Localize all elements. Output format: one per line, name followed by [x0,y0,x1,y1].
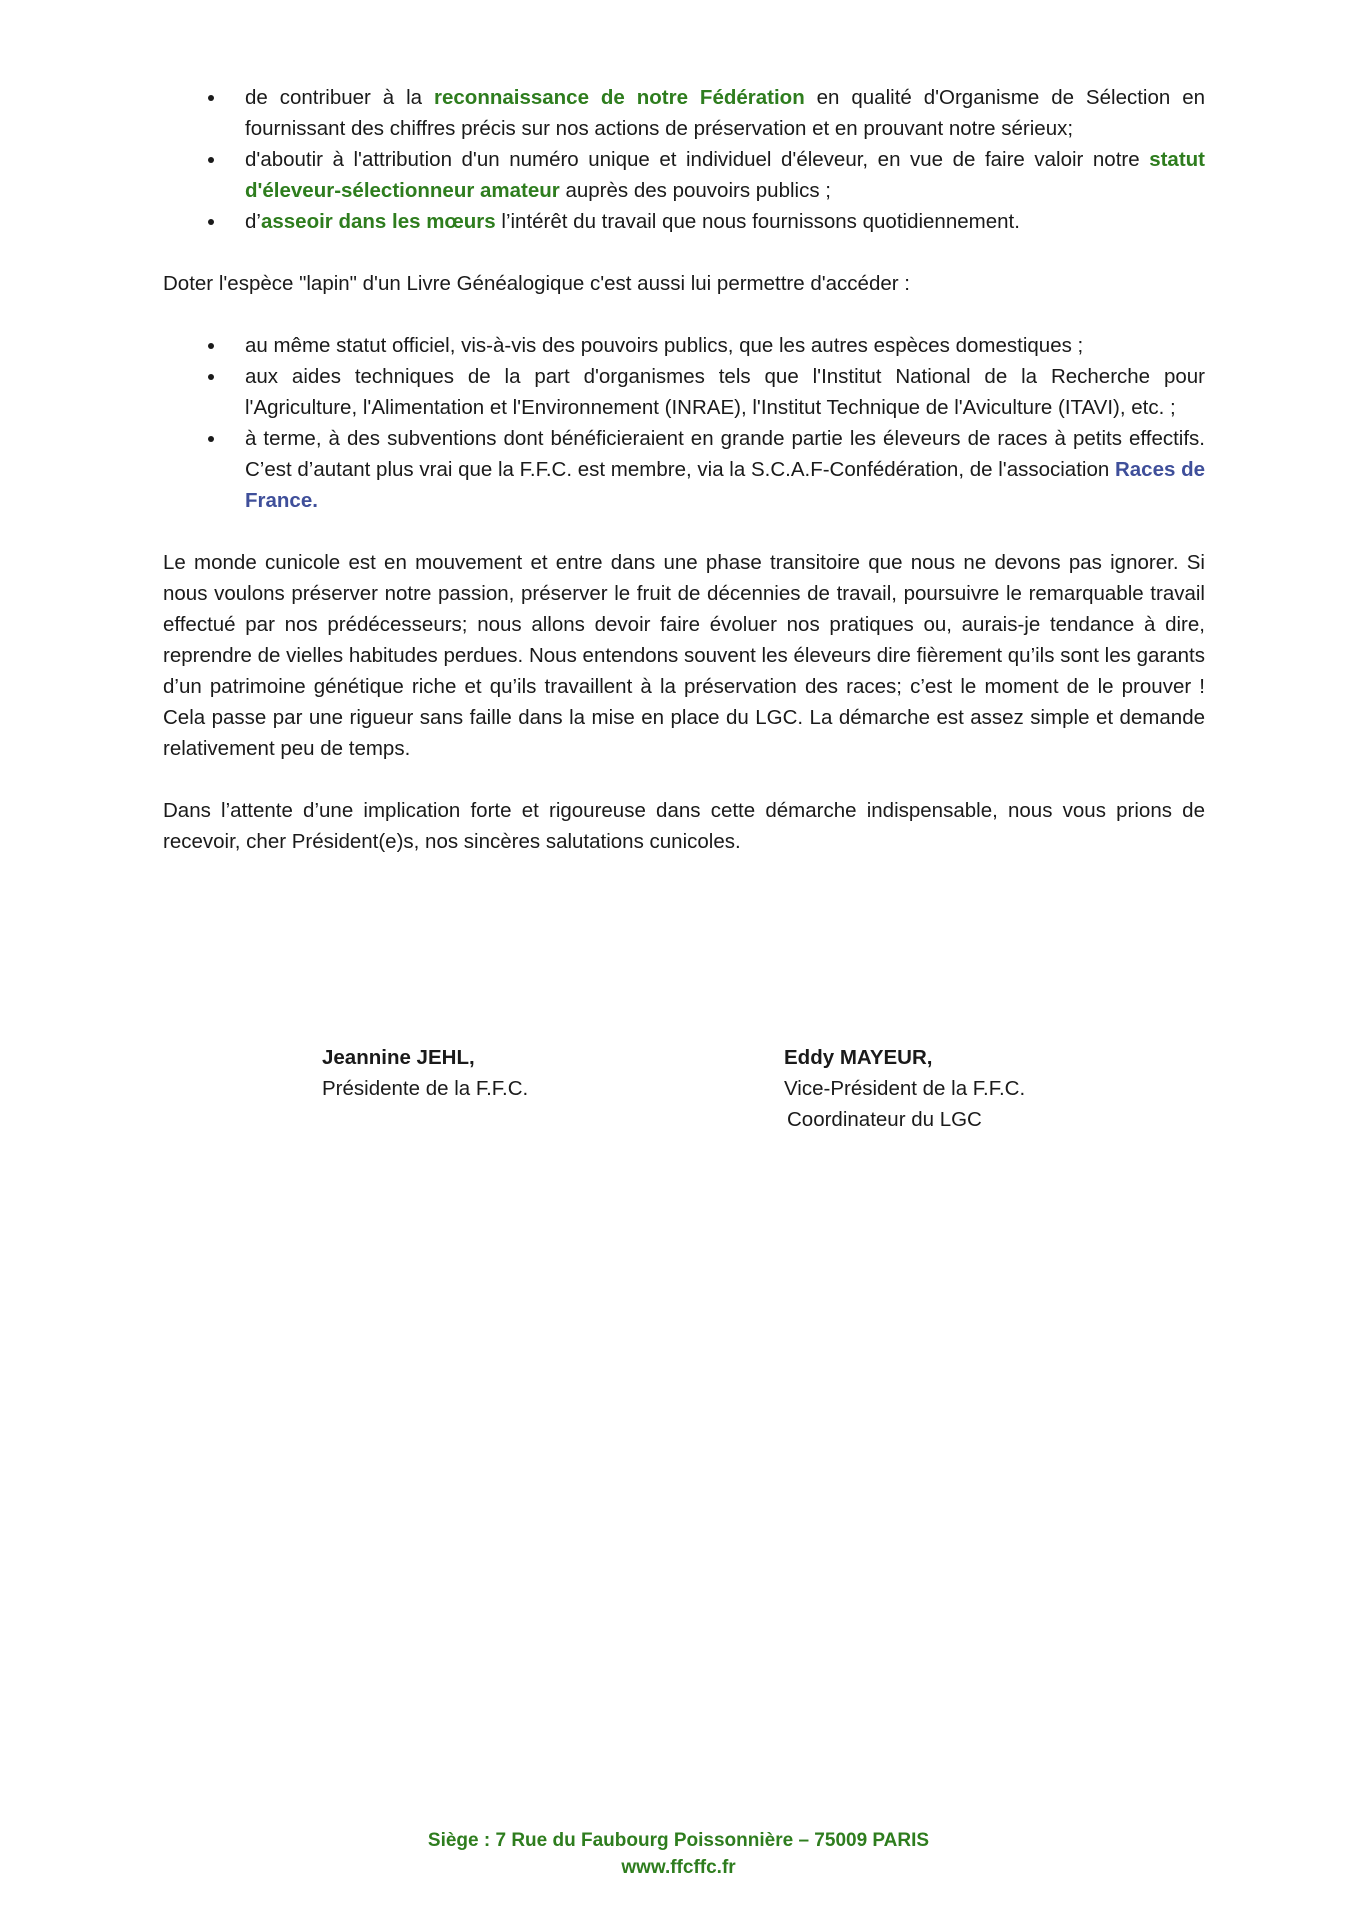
movement-paragraph: Le monde cunicole est en mouvement et entre dans une phase transitoire que nous ne devons pas ignorer. Si nous voulons préserver notre passion, préserver le fruit de décennies de travail, poursuivre le remarquable travail effectué par nos prédécesseurs; nous allons devoir faire évoluer nos pratiques ou, aurais-je tendance à dire, reprendre de vielles habitudes perdues. Nous entendons souvent les éleveurs dire fièrement qu’ils sont les garants d’un patrimoine génétique riche et qu’ils travaillent à la préservation des races; c’est le moment de le prouver ! Cela passe par une rigueur sans faille dans la mise en place du LGC. La démarche est assez simple et demande relativement peu de temps. [163,551,1205,760]
list-item [163,361,1205,423]
intro-paragraph: Doter l'espèce "lapin" d'un Livre Généalogique c'est aussi lui permettre d'accéder : [163,272,910,295]
signatory-title: Vice-Président de la F.F.C. [784,1077,1026,1100]
signatory-title: Présidente de la F.F.C. [322,1077,529,1100]
bullet-icon [208,219,214,225]
bullet-icon [208,343,214,349]
signatory-name: Jeannine JEHL, [322,1046,475,1069]
list-item [163,144,1205,206]
item-text: . [312,489,318,512]
objectives-list [163,82,1205,237]
access-list [163,330,1205,516]
closing-paragraph: Dans l’attente d’une implication forte et rigoureuse dans cette démarche indispensable, nous vous prions de recevoir, cher Président(e)s, nos sincères salutations cunicoles. [163,799,1205,853]
list-item [163,206,1205,237]
signatory-role: Coordinateur du LGC [787,1108,982,1131]
letter-body [163,82,1205,857]
highlight-text: asseoir dans les mœurs [260,210,496,233]
bullet-icon [208,157,214,163]
page-footer [0,1827,1357,1881]
list-item [163,423,1205,516]
item-text: aux aides techniques de la part d'organismes tels que l'Institut National de la Recherche pour l'Agriculture, l'Alimentation et l'Environnement (INRAE), l'Institut Technique de l'Aviculture (ITAVI), etc. ; [245,365,1205,419]
signature-left [322,1042,528,1104]
item-text: l’intérêt du travail que nous fournissons quotidiennement. [495,210,1020,233]
highlight-text: statut d'éleveur-sélectionneur amateur [245,148,1205,202]
item-text: au même statut officiel, vis-à-vis des pouvoirs publics, que les autres espèces domestiques ; [245,334,1084,357]
footer-address: Siège : 7 Rue du Faubourg Poissonnière – 75009 PARIS [427,1830,930,1851]
bullet-icon [208,436,214,442]
item-text: de contribuer à la [245,86,435,109]
signatory-name: Eddy MAYEUR, [784,1046,933,1069]
footer-website: www.ffcffc.fr [621,1857,736,1878]
item-text: d'aboutir à l'attribution d'un numéro unique et individuel d'éleveur, en vue de faire valoir notre [245,148,1150,171]
list-item [163,330,1205,361]
signature-right [784,1042,1025,1135]
bullet-icon [208,374,214,380]
races-de-france-text: Races de France [245,458,1206,512]
bullet-icon [208,95,214,101]
list-item [163,82,1205,144]
item-text: en qualité d'Organisme de Sélection en fournissant des chiffres précis sur nos actions de préservation et en prouvant notre sérieux; [245,86,1205,140]
item-text: auprès des pouvoirs publics ; [559,179,831,202]
highlight-text: reconnaissance de notre Fédération [434,86,805,109]
item-text: à terme, à des subventions dont bénéficieraient en grande partie les éleveurs de races à petits effectifs. C’est d’autant plus vrai que la F.F.C. est membre, via la S.C.A.F-Confédération, de l'association [245,427,1205,481]
item-text: d’ [245,210,261,233]
